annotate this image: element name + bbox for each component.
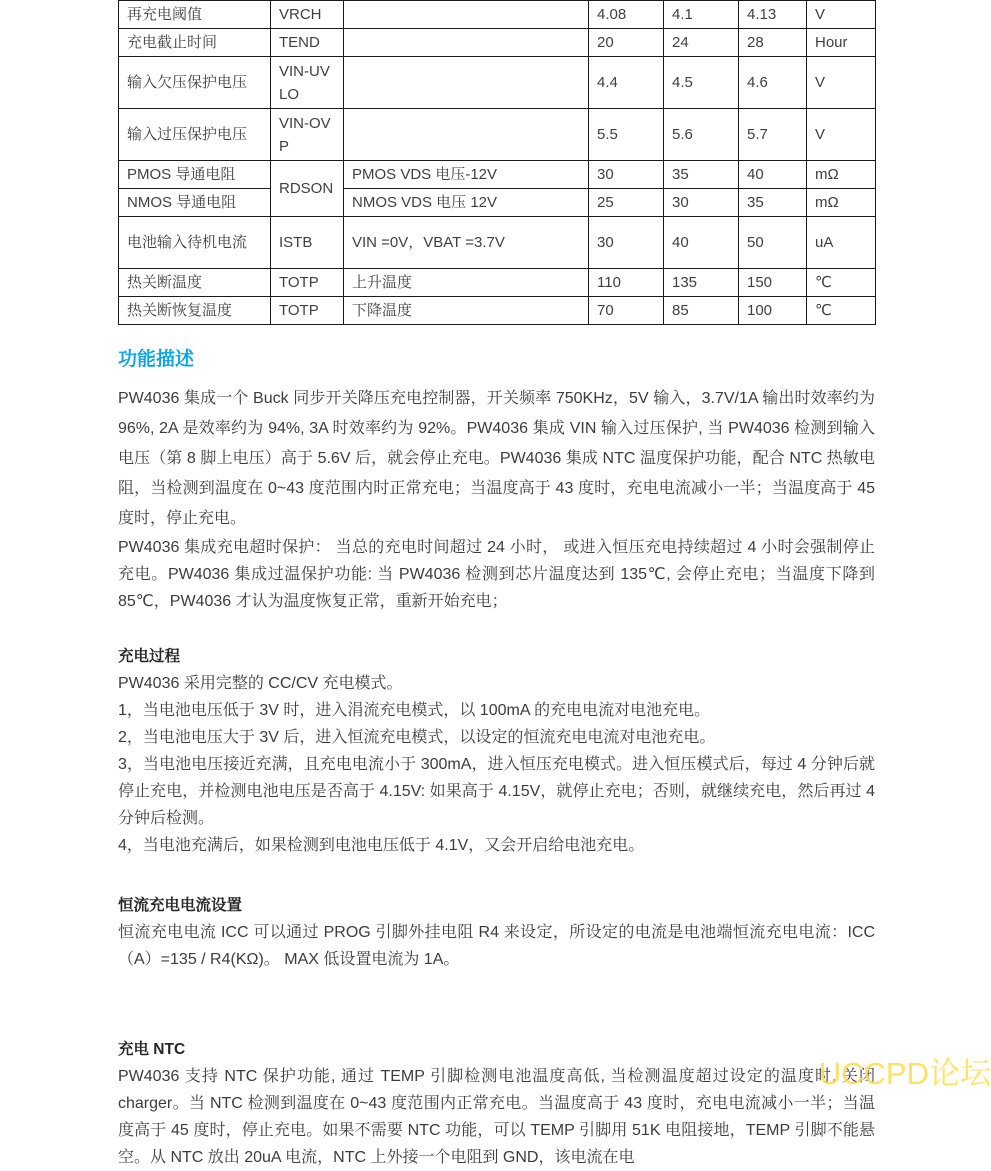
table-row <box>119 109 876 161</box>
min-cell: 30 <box>589 217 664 269</box>
param-cell: 电池输入待机电流 <box>119 217 271 269</box>
typ-cell: 24 <box>664 29 739 57</box>
condition-cell: 上升温度 <box>344 269 589 297</box>
condition-cell <box>344 109 589 161</box>
list-item: 1，当电池电压低于 3V 时，进入涓流充电模式，以 100mA 的充电电流对电池充电。 <box>118 702 711 719</box>
charging-ntc-body: PW4036 支持 NTC 保护功能, 通过 TEMP 引脚检测电池温度高低, 当检测温度超过设定的温度时, 关闭 charger。当 NTC 检测到温度在 0~43 度范围内正常充电。当温度高于 43 度时，充电电流减小一半；当温度高于 45 度时，停止充电。如果不需要 NTC 功能，可以 TEMP 引脚用 51K 电阻接地，TEMP 引脚不能悬空。从 NTC 放出 20uA 电流，NTC 上外接一个电阻到 GND，该电流在电 <box>118 1068 875 1166</box>
table-row <box>119 29 876 57</box>
unit-cell: Hour <box>807 29 876 57</box>
unit-cell: ℃ <box>807 297 876 325</box>
unit-cell: V <box>807 109 876 161</box>
unit-cell: V <box>807 1 876 29</box>
param-cell: 热关断温度 <box>119 269 271 297</box>
condition-cell <box>344 29 589 57</box>
symbol-cell: ISTB <box>271 217 344 269</box>
symbol-cell: VIN-OVP <box>271 109 344 161</box>
param-cell: PMOS 导通电阻 <box>119 161 271 189</box>
max-cell: 4.13 <box>739 1 807 29</box>
min-cell: 4.4 <box>589 57 664 109</box>
max-cell: 40 <box>739 161 807 189</box>
min-cell: 110 <box>589 269 664 297</box>
charging-process-steps <box>118 697 875 859</box>
max-cell: 28 <box>739 29 807 57</box>
table-row <box>119 57 876 109</box>
typ-cell: 85 <box>664 297 739 325</box>
paragraph-protection: PW4036 集成充电超时保护： 当总的充电时间超过 24 小时， 或进入恒压充电持续超过 4 小时会强制停止充电。PW4036 集成过温保护功能: 当 PW4036 检测到芯片温度达到 135℃, 会停止充电；当温度下降到 85℃，PW4036 才认为温度恢复正常，重新开始充电； <box>118 539 875 610</box>
unit-cell: mΩ <box>807 161 876 189</box>
typ-cell: 30 <box>664 189 739 217</box>
param-cell: NMOS 导通电阻 <box>119 189 271 217</box>
spec-table <box>118 0 876 325</box>
max-cell: 50 <box>739 217 807 269</box>
symbol-cell: VRCH <box>271 1 344 29</box>
typ-cell: 4.5 <box>664 57 739 109</box>
table-row <box>119 217 876 269</box>
condition-cell <box>344 57 589 109</box>
typ-cell: 5.6 <box>664 109 739 161</box>
table-row <box>119 161 876 189</box>
typ-cell: 35 <box>664 161 739 189</box>
max-cell: 100 <box>739 297 807 325</box>
symbol-cell: RDSON <box>271 161 344 217</box>
charging-process-intro: PW4036 采用完整的 CC/CV 充电模式。 <box>118 675 403 692</box>
watermark: UCCPD论坛 <box>818 1056 991 1091</box>
typ-cell: 4.1 <box>664 1 739 29</box>
max-cell: 5.7 <box>739 109 807 161</box>
table-row <box>119 1 876 29</box>
max-cell: 150 <box>739 269 807 297</box>
table-row <box>119 269 876 297</box>
min-cell: 25 <box>589 189 664 217</box>
param-cell: 输入过压保护电压 <box>119 109 271 161</box>
condition-cell: 下降温度 <box>344 297 589 325</box>
section-heading-function-description: 功能描述 <box>118 349 195 370</box>
unit-cell: mΩ <box>807 189 876 217</box>
param-cell: 输入欠压保护电压 <box>119 57 271 109</box>
condition-cell <box>344 1 589 29</box>
condition-cell: PMOS VDS 电压-12V <box>344 161 589 189</box>
symbol-cell: TEND <box>271 29 344 57</box>
list-item: 3，当电池电压接近充满，且充电电流小于 300mA，进入恒压充电模式。进入恒压模式后，每过 4 分钟后就停止充电，并检测电池电压是否高于 4.15V: 如果高于 4.15V，就停止充电；否则，就继续充电，然后再过 4 分钟后检测。 <box>118 756 875 827</box>
param-cell: 热关断恢复温度 <box>119 297 271 325</box>
unit-cell: uA <box>807 217 876 269</box>
min-cell: 20 <box>589 29 664 57</box>
subsection-heading-charging-ntc: 充电 NTC <box>118 1041 186 1058</box>
max-cell: 4.6 <box>739 57 807 109</box>
table-row <box>119 297 876 325</box>
page-content <box>118 0 875 1171</box>
symbol-cell: TOTP <box>271 269 344 297</box>
subsection-heading-charging-process: 充电过程 <box>118 648 181 665</box>
min-cell: 5.5 <box>589 109 664 161</box>
param-cell: 再充电阈值 <box>119 1 271 29</box>
subsection-heading-cc-current-setting: 恒流充电电流设置 <box>118 897 243 914</box>
typ-cell: 135 <box>664 269 739 297</box>
paragraph-overview: PW4036 集成一个 Buck 同步开关降压充电控制器，开关频率 750KHz，5V 输入，3.7V/1A 输出时效率约为 96%, 2A 是效率约为 94%, 3A 时效率约为 92%。PW4036 集成 VIN 输入过压保护, 当 PW4036 检测到输入电压（第 8 脚上电压）高于 5.6V 后，就会停止充电。PW4036 集成 NTC 温度保护功能，配合 NTC 热敏电阻，当检测到温度在 0~43 度范围内时正常充电；当温度高于 43 度时，充电电流减小一半；当温度高于 45 度时，停止充电。 <box>118 390 875 527</box>
unit-cell: V <box>807 57 876 109</box>
symbol-cell: TOTP <box>271 297 344 325</box>
condition-cell: NMOS VDS 电压 12V <box>344 189 589 217</box>
condition-cell: VIN =0V，VBAT =3.7V <box>344 217 589 269</box>
min-cell: 4.08 <box>589 1 664 29</box>
min-cell: 70 <box>589 297 664 325</box>
max-cell: 35 <box>739 189 807 217</box>
list-item: 2，当电池电压大于 3V 后，进入恒流充电模式，以设定的恒流充电电流对电池充电。 <box>118 729 716 746</box>
cc-current-setting-body: 恒流充电电流 ICC 可以通过 PROG 引脚外挂电阻 R4 来设定，所设定的电流是电池端恒流充电电流：ICC（A）=135 / R4(KΩ)。 MAX 低设置电流为 1A。 <box>118 924 875 968</box>
table-row <box>119 189 876 217</box>
typ-cell: 40 <box>664 217 739 269</box>
param-cell: 充电截止时间 <box>119 29 271 57</box>
symbol-cell: VIN-UVLO <box>271 57 344 109</box>
list-item: 4，当电池充满后，如果检测到电池电压低于 4.1V，又会开启给电池充电。 <box>118 837 645 854</box>
unit-cell: ℃ <box>807 269 876 297</box>
min-cell: 30 <box>589 161 664 189</box>
